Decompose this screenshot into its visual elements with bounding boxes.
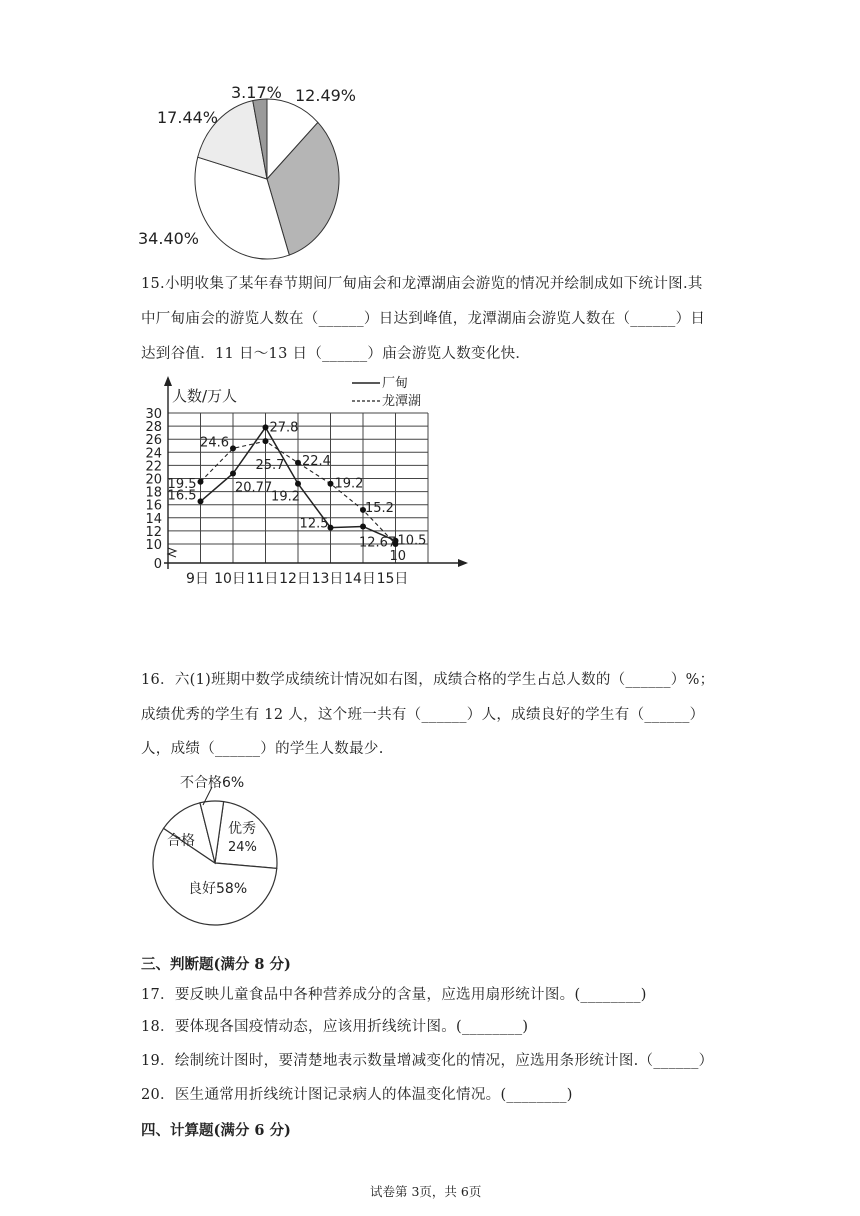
x-tick-label: 10日 [214, 571, 246, 587]
x-tick-label: 15日 [376, 571, 409, 587]
series-2-data-label: 19.2 [334, 476, 364, 492]
series-1-data-label: 20.77 [235, 480, 273, 496]
y-axis-arrow [164, 376, 172, 386]
y-tick-label: 10 [145, 538, 162, 553]
series-1-data-label: 16.5 [167, 488, 197, 504]
series-2-point [263, 438, 269, 444]
y-tick-label: 18 [145, 485, 162, 501]
pie3-label-excellent: 优秀 [228, 821, 256, 837]
x-axis-arrow [458, 559, 468, 567]
series-2-point [328, 481, 334, 487]
q20: 20．医生通常用折线统计图记录病人的体温变化情况。(________) [141, 1087, 573, 1103]
q17: 17．要反映儿童食品中各种营养成分的含量，应选用扇形统计图。(________) [141, 987, 647, 1003]
pie3-label-pass: 合格 [167, 833, 195, 849]
series-1-data-label: 27.8 [269, 420, 299, 436]
legend-series-2: 龙潭湖 [382, 394, 422, 409]
section-4-heading: 四、计算题(满分 6 分) [141, 1122, 291, 1139]
series-2-point [198, 479, 204, 485]
series-2-data-label: 24.6 [200, 435, 229, 451]
series-1-data-label: 12.67 [359, 535, 397, 551]
series-2-data-label: 25.7 [255, 458, 285, 474]
y-tick-label: 16 [145, 498, 162, 514]
series-2-point [295, 460, 301, 466]
x-tick-label: 11日 [246, 571, 279, 587]
q15-line2: 中厂甸庙会的游览人数在（______）日达到峰值，龙潭湖庙会游览人数在（______）日 [141, 311, 706, 327]
y-tick-label: 0 [153, 557, 162, 572]
q16-line1: 16．六(1)班期中数学成绩统计情况如右图，成绩合格的学生占总人数的（______）%； [141, 672, 715, 688]
series-1-data-label: 10.5 [397, 533, 427, 549]
y-tick-label: 28 [145, 420, 162, 436]
axis-break [168, 548, 176, 557]
q16-line3: 人，成绩（______）的学生人数最少. [141, 741, 384, 757]
pie1-label-1: 12.49% [295, 86, 357, 105]
x-tick-label: 13日 [311, 571, 344, 587]
q16-line2: 成绩优秀的学生有 12 人，这个班一共有（______）人，成绩良好的学生有（______） [141, 707, 705, 723]
y-tick-label: 14 [145, 511, 162, 527]
legend-series-1: 厂甸 [382, 376, 409, 391]
q18: 18．要体现各国疫情动态，应该用折线统计图。(________) [141, 1019, 529, 1035]
pie3-label-good: 良好58% [188, 881, 248, 897]
series-2-point [230, 445, 236, 451]
pie3-label-fail: 不合格6% [180, 775, 245, 791]
pie3-slices [153, 801, 277, 925]
pie1-label-2: 34.40% [138, 229, 200, 248]
pie1-label-4: 3.17% [231, 83, 282, 102]
series-1-data-label: 12.5 [299, 516, 329, 532]
x-tick-label: 12日 [279, 571, 311, 587]
q15-line1: 15.小明收集了某年春节期间厂甸庙会和龙潭湖庙会游览的情况并绘制成如下统计图.其 [141, 276, 703, 292]
line-chart [140, 372, 470, 662]
pie-chart-1 [135, 80, 375, 265]
pie3-label-excellent-pct: 24% [228, 840, 257, 855]
pie1-label-3: 17.44% [157, 108, 219, 127]
series-1-point [230, 470, 236, 476]
series-1-point [360, 524, 366, 530]
series-1-point [198, 498, 204, 504]
series-2-data-label: 10 [389, 549, 407, 564]
x-tick-label: 9日 [186, 571, 209, 587]
pie-chart-grades [140, 765, 290, 935]
series-1-point [295, 481, 301, 487]
line-chart-labels [145, 407, 426, 587]
y-tick-label: 26 [145, 433, 162, 449]
y-tick-label: 12 [145, 524, 162, 540]
x-tick-label: 14日 [344, 571, 376, 587]
y-tick-label: 24 [145, 446, 162, 462]
series-2-data-label: 15.2 [365, 500, 394, 516]
q19: 19．绘制统计图时，要清楚地表示数量增减变化的情况，应选用条形统计图.（______） [141, 1053, 714, 1069]
y-tick-label: 22 [145, 459, 162, 475]
section-3-heading: 三、判断题(满分 8 分) [141, 956, 291, 973]
page-footer: 试卷第 3页，共 6页 [370, 1184, 482, 1199]
y-tick-label: 20 [145, 472, 162, 488]
series-2-data-label: 19.5 [167, 476, 197, 492]
series-1-point [263, 424, 269, 430]
q15-line3: 达到谷值．11 日～13 日（______）庙会游览人数变化快． [141, 346, 531, 362]
series-1-data-label: 19.2 [271, 489, 300, 505]
y-tick-label: 30 [145, 407, 162, 422]
series-2-data-label: 22.4 [302, 453, 331, 469]
y-axis-title: 人数/万人 [172, 387, 238, 405]
